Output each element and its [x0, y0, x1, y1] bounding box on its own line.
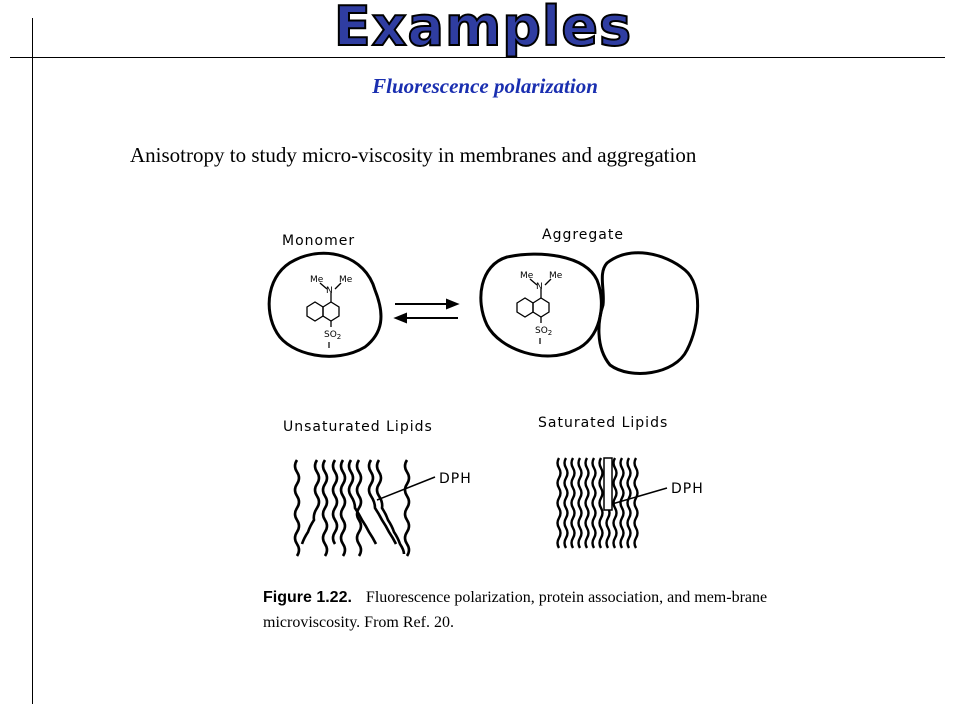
- saturated-dph-pointer: [612, 488, 667, 504]
- aggregate-protein-right: [599, 253, 698, 374]
- slide-body-text: Anisotropy to study micro-viscosity in membranes and aggregation: [130, 143, 697, 167]
- aggregate-label: Aggregate: [542, 227, 624, 243]
- aggregate-so2-group: $SO_2$: [535, 326, 553, 337]
- aggregate-dansyl-molecule: [517, 279, 551, 323]
- figure-caption-text: Fluorescence polarization, protein association, and mem-brane microviscosity. From Ref. 20.: [263, 589, 768, 631]
- saturated-lipids-label: Saturated Lipids: [538, 415, 669, 431]
- aggregate-n-atom: N: [536, 282, 543, 292]
- monomer-dansyl-molecule: [307, 283, 341, 327]
- monomer-me-left: Me: [310, 275, 324, 285]
- aggregate-me-right: Me: [549, 271, 563, 281]
- saturated-dph-probe: [604, 458, 612, 510]
- monomer-label: Monomer: [282, 233, 356, 249]
- monomer-n-atom: N: [326, 286, 333, 296]
- slide-subtitle: Fluorescence polarization: [372, 74, 598, 98]
- unsaturated-dph-label: DPH: [439, 471, 472, 487]
- figure-caption-label: Figure 1.22.: [263, 589, 352, 606]
- aggregate-protein-left: [481, 254, 602, 356]
- unsaturated-lipids-label: Unsaturated Lipids: [283, 419, 433, 435]
- saturated-lipid-chains: [558, 458, 638, 548]
- monomer-protein-shape: [269, 253, 381, 356]
- unsaturated-lipid-chains: [295, 460, 409, 556]
- monomer-so2-group: $SO_2$: [324, 330, 342, 341]
- vertical-rule: [32, 18, 33, 704]
- monomer-me-right: Me: [339, 275, 353, 285]
- slide-title: Examples: [333, 0, 633, 58]
- aggregate-me-left: Me: [520, 271, 534, 281]
- saturated-dph-label: DPH: [671, 481, 704, 497]
- fluorescence-figure: [255, 215, 775, 560]
- equilibrium-arrows-icon: [395, 300, 458, 322]
- figure-caption: [263, 585, 783, 635]
